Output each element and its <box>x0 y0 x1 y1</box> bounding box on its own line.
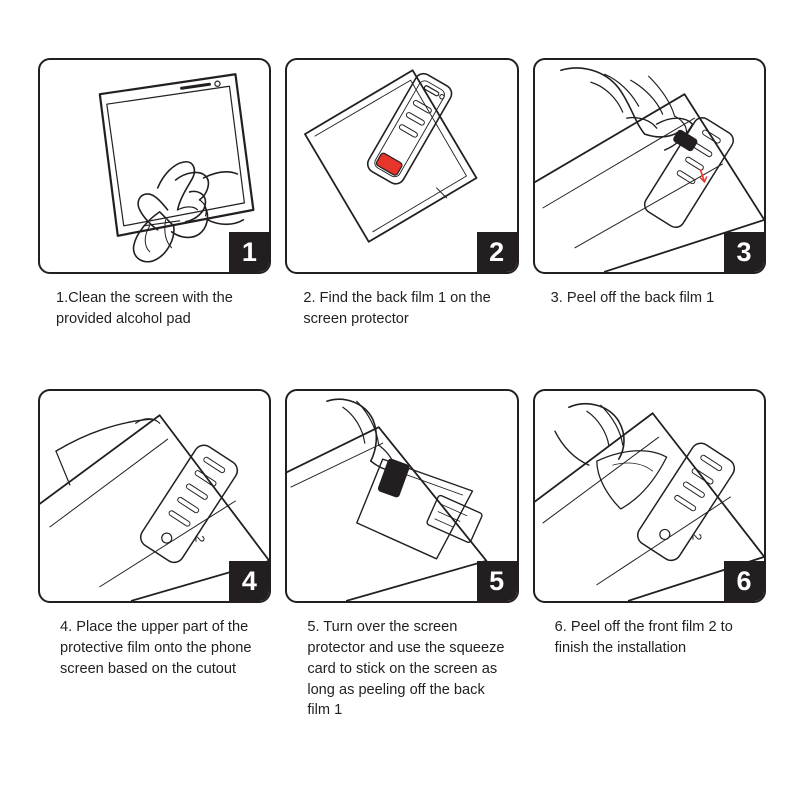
step-4 <box>38 389 267 721</box>
step-badge-4: 4 <box>229 561 269 601</box>
step-badge-5: 5 <box>477 561 517 601</box>
step-6-illustration-panel <box>533 389 766 603</box>
step-6-caption: 6. Peel off the front film 2 to finish the installation <box>554 619 733 657</box>
step-1 <box>38 58 267 329</box>
step-5-caption: 5. Turn over the screen protector and use the squeeze card to stick on the screen as long as peeling off the back film 1 <box>307 619 505 719</box>
step-4-illustration-panel <box>38 389 271 603</box>
step-badge-2: 2 <box>477 232 517 272</box>
row-spacer-a <box>38 333 267 385</box>
step-2-illustration-panel <box>285 58 518 274</box>
row-spacer-c <box>533 333 762 385</box>
step-2-caption: 2. Find the back film 1 on the screen protector <box>303 290 491 327</box>
step-6 <box>533 389 762 721</box>
svg-text:2: 2 <box>192 535 208 543</box>
svg-text:2: 2 <box>689 533 705 541</box>
step-badge-6: 6 <box>724 561 764 601</box>
step-1-caption: 1.Clean the screen with the provided alcohol pad <box>56 290 233 327</box>
step-5-illustration-panel <box>285 389 518 603</box>
step-2 <box>285 58 514 329</box>
svg-text:1: 1 <box>434 168 447 183</box>
row-spacer-b <box>285 333 514 385</box>
step-badge-1: 1 <box>229 232 269 272</box>
step-4-caption: 4. Place the upper part of the protective film onto the phone screen based on the cutout <box>60 619 252 677</box>
step-1-illustration-panel <box>38 58 271 274</box>
step-badge-3: 3 <box>724 232 764 272</box>
step-3-caption: 3. Peel off the back film 1 <box>550 290 715 306</box>
step-3-illustration-panel <box>533 58 766 274</box>
step-5 <box>285 389 514 721</box>
steps-grid <box>38 58 762 721</box>
step-3 <box>533 58 762 329</box>
